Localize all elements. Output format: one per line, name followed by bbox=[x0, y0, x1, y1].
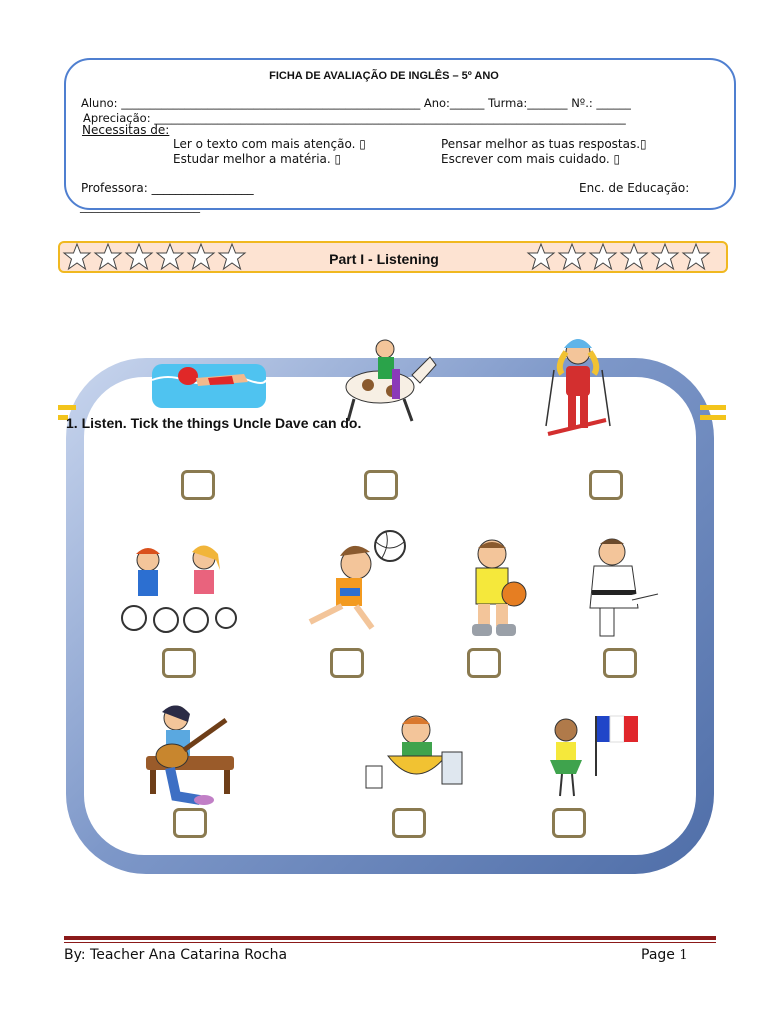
enc-educacao-label: Enc. de Educação: bbox=[579, 181, 690, 195]
exercise-instruction: 1. Listen. Tick the things Uncle Dave can do. bbox=[66, 415, 362, 431]
option-escrever: Escrever com mais cuidado. ▯ bbox=[441, 152, 621, 166]
skiing-picture bbox=[538, 330, 618, 448]
cycling-picture bbox=[112, 540, 238, 636]
french-picture bbox=[546, 712, 644, 804]
checkbox-horse-riding[interactable] bbox=[364, 470, 398, 500]
page-label: Page bbox=[641, 947, 675, 963]
stars-right-icon bbox=[526, 242, 726, 272]
checkbox-guitar[interactable] bbox=[173, 808, 207, 838]
necessitas-label: Necessitas de: bbox=[82, 123, 170, 137]
checkbox-karate[interactable] bbox=[603, 648, 637, 678]
checkbox-cycling[interactable] bbox=[162, 648, 196, 678]
enc-educacao-underline: ____________________ bbox=[80, 199, 200, 213]
basketball-picture bbox=[456, 536, 530, 640]
option-estudar: Estudar melhor a matéria. ▯ bbox=[173, 152, 342, 166]
left-stripe-top bbox=[58, 405, 76, 410]
checkbox-skiing[interactable] bbox=[589, 470, 623, 500]
professora-label: Professora: _________________ bbox=[81, 181, 254, 195]
footer-author: By: Teacher Ana Catarina Rocha bbox=[64, 947, 288, 963]
footer-rule bbox=[64, 936, 716, 940]
right-stripe-bottom bbox=[700, 415, 726, 420]
right-stripe-top bbox=[700, 405, 726, 410]
footer-rule-thin bbox=[64, 942, 716, 943]
checkbox-french[interactable] bbox=[552, 808, 586, 838]
guitar-picture bbox=[140, 700, 238, 806]
option-ler: Ler o texto com mais atenção. ▯ bbox=[173, 137, 366, 151]
swimming-picture bbox=[148, 350, 270, 410]
worksheet-title: FICHA DE AVALIAÇÃO DE INGLÊS – 5º ANO bbox=[269, 70, 499, 82]
part-title: Part I - Listening bbox=[329, 251, 439, 267]
page-number: 1 bbox=[679, 948, 688, 963]
cooking-picture bbox=[362, 712, 466, 794]
checkbox-cooking[interactable] bbox=[392, 808, 426, 838]
karate-picture bbox=[576, 534, 662, 642]
checkbox-volleyball[interactable] bbox=[330, 648, 364, 678]
footer-page bbox=[641, 947, 688, 963]
apreciacao-line: Apreciação: __________________________________________________________________________________ bbox=[83, 111, 626, 125]
horse-riding-picture bbox=[330, 335, 440, 423]
checkbox-swimming[interactable] bbox=[181, 470, 215, 500]
aluno-line: Aluno: ____________________________________________________ Ano:______ Turma:_______ Nº.: ______ bbox=[81, 96, 631, 110]
checkbox-basketball[interactable] bbox=[467, 648, 501, 678]
option-pensar: Pensar melhor as tuas respostas.▯ bbox=[441, 137, 647, 151]
volleyball-picture bbox=[296, 528, 412, 632]
